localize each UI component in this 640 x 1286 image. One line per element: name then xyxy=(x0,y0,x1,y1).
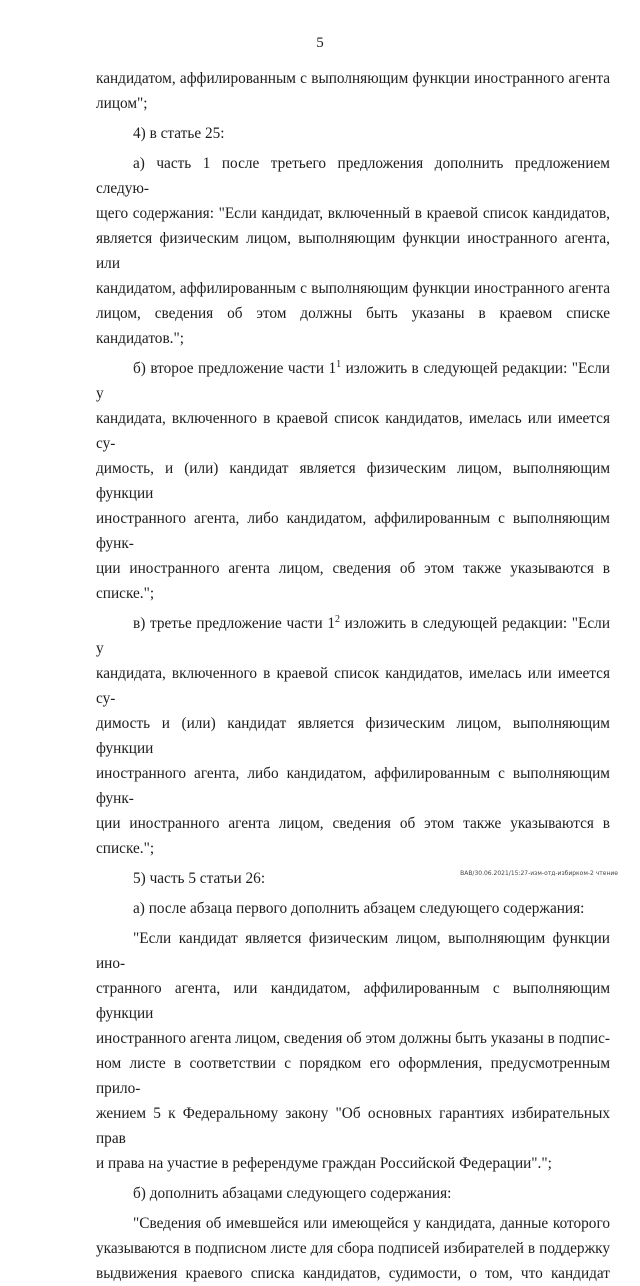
paragraph-text: является физическим лицом, выполняющим функции иностранного агента, или xyxy=(96,230,610,272)
paragraph-text: лицом, сведения об этом должны быть указаны в краевом списке кандидатов."; xyxy=(96,305,610,347)
list-item-4: 4) в статье 25: xyxy=(133,125,225,142)
paragraph-text: иностранного агента, либо кандидатом, аффилированным с выполняющим функ- xyxy=(96,765,610,807)
paragraph-text: и права на участие в референдуме граждан Российской Федерации"."; xyxy=(96,1155,552,1172)
paragraph-text: указываются в подписном листе для сбора подписей избирателей в поддержку xyxy=(96,1240,610,1257)
paragraph-text: кандидата, включенного в краевой список кандидатов, имелась или имеется су- xyxy=(96,665,610,707)
paragraph-text: ции иностранного агента лицом, сведения об этом также указываются в списке."; xyxy=(96,560,610,602)
page-number: 5 xyxy=(316,35,324,51)
footer-stamp: ВАВ/30.06.2021/15:27-изм-отд-избирком-2 чтение xyxy=(460,870,618,877)
paragraph-text: лицом"; xyxy=(96,95,148,112)
paragraph-text: иностранного агента, либо кандидатом, аффилированным с выполняющим функ- xyxy=(96,510,610,552)
paragraph-text: ном листе в соответствии с порядком его оформления, предусмотренным прило- xyxy=(96,1055,610,1097)
paragraph-text: а) часть 1 после третьего предложения дополнить предложением следую- xyxy=(96,155,610,197)
paragraph-text: а) после абзаца первого дополнить абзацем следующего содержания: xyxy=(133,900,585,917)
paragraph-text: "Если кандидат является физическим лицом, выполняющим функции ино- xyxy=(96,930,610,972)
paragraph-text: кандидата, включенного в краевой список кандидатов, имелась или имеется су- xyxy=(96,410,610,452)
paragraph-text: димость, и (или) кандидат является физическим лицом, выполняющим функции xyxy=(96,460,610,502)
paragraph-text: щего содержания: "Если кандидат, включенный в краевой список кандидатов, xyxy=(96,205,610,222)
paragraph-text: жением 5 к Федеральному закону "Об основных гарантиях избирательных прав xyxy=(96,1105,610,1147)
paragraph-text: кандидатом, аффилированным с выполняющим функции иностранного агента xyxy=(96,280,610,297)
paragraph-text: димость и (или) кандидат является физическим лицом, выполняющим функции xyxy=(96,715,610,757)
list-item-5: 5) часть 5 статьи 26: xyxy=(133,870,266,887)
paragraph-text: кандидатом, аффилированным с выполняющим функции иностранного агента xyxy=(96,70,610,87)
paragraph-text: странного агента, или кандидатом, аффилированным с выполняющим функции xyxy=(96,980,610,1022)
paragraph-text: б) дополнить абзацами следующего содержания: xyxy=(133,1185,452,1202)
document-body xyxy=(96,66,610,1286)
superscript: 2 xyxy=(335,614,340,625)
paragraph-text: ции иностранного агента лицом, сведения об этом также указываются в списке."; xyxy=(96,815,610,857)
superscript: 1 xyxy=(336,359,342,370)
paragraph-text: выдвижения краевого списка кандидатов, судимости, о том, что кандидат xyxy=(96,1265,610,1282)
paragraph-text: "Сведения об имевшейся или имеющейся у кандидата, данные которого xyxy=(133,1215,610,1232)
paragraph-text: б) второе предложение части $1^1$ изложить в следующей редакции: "Если у xyxy=(96,359,610,402)
paragraph-text: иностранного агента лицом, сведения об этом должны быть указаны в подпис- xyxy=(96,1030,610,1047)
paragraph-text: в) третье предложение части $1^2$ изложить в следующей редакции: "Если у xyxy=(96,614,611,657)
